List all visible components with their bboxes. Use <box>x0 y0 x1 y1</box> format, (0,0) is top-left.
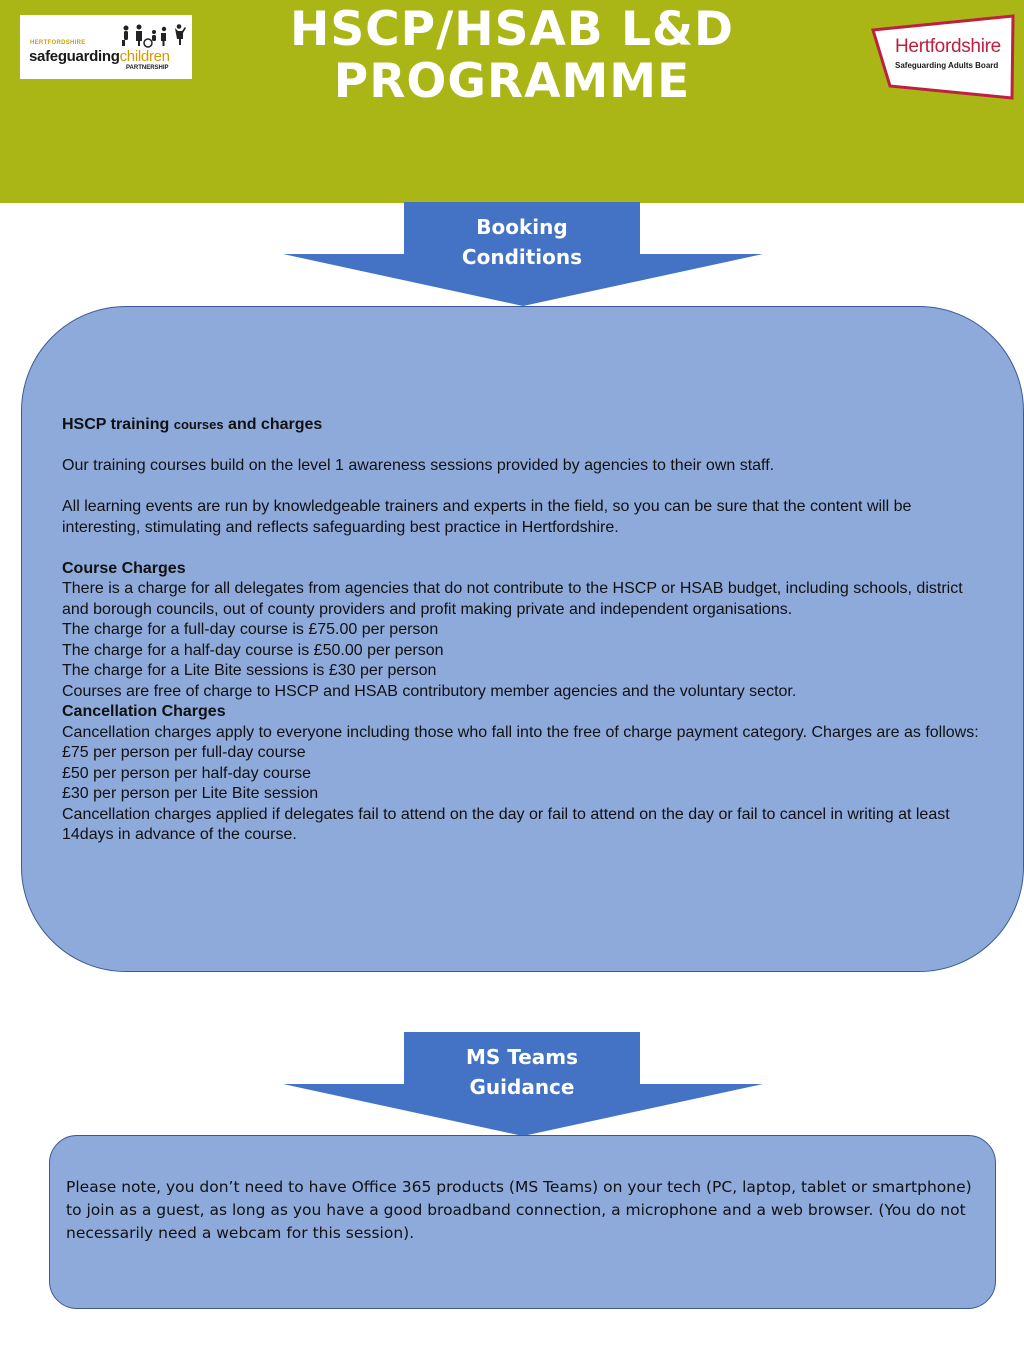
section-heading: HSCP training courses and charges <box>62 416 323 433</box>
people-figures-icon <box>120 24 190 48</box>
cancellation-line: Cancellation charges applied if delegates fail to attend on the day or fail to attend on the day or fail to cancel in writing at least 14days in advance of the course. <box>62 805 950 843</box>
course-charges-line: The charge for a Lite Bite sessions is £30 per person <box>62 662 437 679</box>
course-charges-line: There is a charge for all delegates from agencies that do not contribute to the HSCP or HSAB budget, including schools, district and borough councils, out of county providers and profit making private and independent organisations. <box>62 580 963 618</box>
ms-teams-guidance-label: MS Teams Guidance <box>465 1045 579 1099</box>
board-logo-name: Hertfordshire <box>895 36 1001 57</box>
header-banner <box>0 0 1024 203</box>
intro-paragraph: Our training courses build on the level 1 awareness sessions provided by agencies to their own staff. <box>62 457 775 474</box>
cancellation-line: £75 per person per full-day course <box>62 744 306 761</box>
cancellation-line: £50 per person per half-day course <box>62 764 312 782</box>
safeguarding-adults-board-logo <box>868 14 1018 100</box>
ms-teams-guidance-panel <box>49 1135 996 1309</box>
ms-teams-note: Please note, you don’t need to have Office 365 products (MS Teams) on your tech (PC, laptop, tablet or smartphone) to join as a guest, as long as you have a good broadband connection, a microphone and a web browser. (You do not necessarily need a webcam for this session). <box>66 1178 972 1242</box>
booking-conditions-text <box>62 415 992 846</box>
booking-conditions-panel <box>21 306 1024 972</box>
logo-county-text: HERTFORDSHIRE <box>30 40 86 46</box>
board-logo-subtitle: Safeguarding Adults Board <box>895 61 999 70</box>
cancellation-line: £30 per person per Lite Bite session <box>62 785 319 802</box>
page-title-line1: HSCP/HSAB L&D <box>290 2 734 57</box>
cancellation-charges-heading: Cancellation Charges <box>62 703 226 720</box>
logo-name: safeguardingchildren <box>29 48 170 65</box>
booking-conditions-arrow <box>283 202 763 306</box>
safeguarding-children-partnership-logo <box>20 15 192 79</box>
quality-paragraph: All learning events are run by knowledgeable trainers and experts in the field, so you can be sure that the content will be interesting, stimulating and reflects safeguarding best practice in Hertfordshire. <box>62 498 912 536</box>
course-charges-line: The charge for a full-day course is £75.00 per person <box>62 621 439 638</box>
course-charges-line: The charge for a half-day course is £50.00 per person <box>62 641 444 659</box>
ms-teams-guidance-arrow <box>283 1032 763 1136</box>
page-title <box>212 4 812 108</box>
cancellation-line: Cancellation charges apply to everyone including those who fall into the free of charge payment category. Charges are as follows: <box>62 723 979 741</box>
logo-suffix: PARTNERSHIP <box>126 65 169 71</box>
course-charges-heading: Course Charges <box>62 559 186 577</box>
course-charges-line: Courses are free of charge to HSCP and HSAB contributory member agencies and the voluntary sector. <box>62 682 797 700</box>
booking-conditions-label: Booking Conditions <box>461 215 583 269</box>
page-title-line2: PROGRAMME <box>333 54 691 109</box>
